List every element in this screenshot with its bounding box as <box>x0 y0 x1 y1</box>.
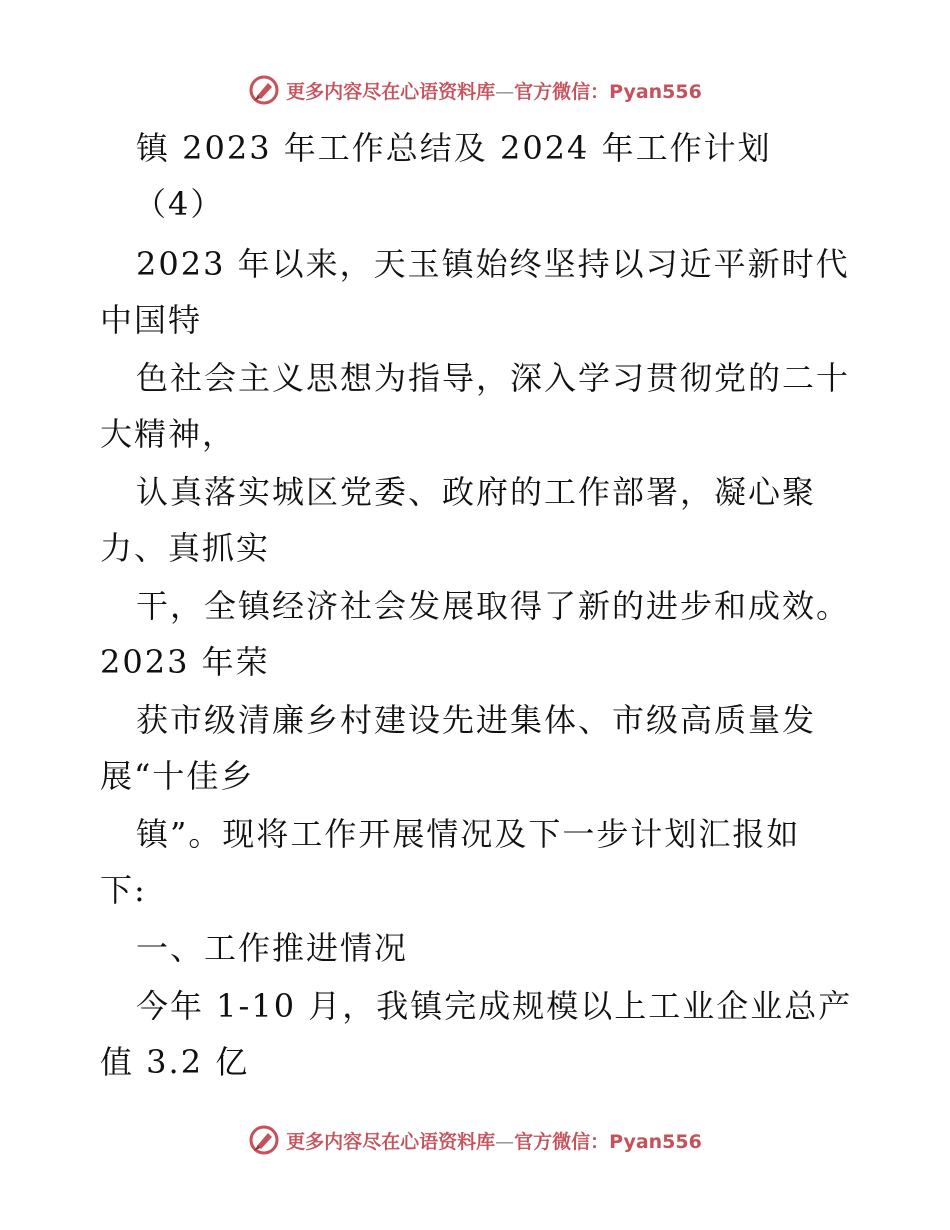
paragraph-line: 力、真抓实 <box>100 529 271 567</box>
watermark-contact-id: Pyan556 <box>609 1130 702 1153</box>
watermark-contact-id: Pyan556 <box>609 80 702 103</box>
paragraph-line: 中国特 <box>100 301 203 339</box>
paragraph-line: 下: <box>100 871 147 909</box>
paragraph-line: 认真落实城区党委、政府的工作部署，凝心聚 <box>136 473 817 511</box>
paragraph-line: 今年 1-10 月，我镇完成规模以上工业企业总产 <box>136 987 853 1025</box>
brand-logo-icon <box>248 74 280 106</box>
watermark-banner-top <box>0 70 950 110</box>
watermark-slogan: 更多内容尽在心语资料库 <box>286 80 496 103</box>
paragraph-line: 干，全镇经济社会发展取得了新的进步和成效。 <box>136 587 851 625</box>
brand-logo-icon <box>248 1124 280 1156</box>
watermark-contact-label: 官方微信： <box>514 80 610 103</box>
document-title: 镇 2023 年工作总结及 2024 年工作计划 <box>136 129 772 167</box>
paragraph-line: 展“十佳乡 <box>100 757 255 795</box>
watermark-text <box>286 77 702 104</box>
paragraph-line: 大精神， <box>100 415 237 453</box>
watermark-slogan: 更多内容尽在心语资料库 <box>286 1130 496 1153</box>
watermark-contact-label: 官方微信： <box>514 1130 610 1153</box>
paragraph-line: 色社会主义思想为指导，深入学习贯彻党的二十 <box>136 359 851 397</box>
watermark-banner-bottom <box>0 1120 950 1160</box>
watermark-separator: — <box>495 1130 515 1153</box>
watermark-separator: — <box>495 80 515 103</box>
watermark-text <box>286 1127 702 1154</box>
document-subtitle: （4） <box>134 185 225 223</box>
paragraph-line: 获市级清廉乡村建设先进集体、市级高质量发 <box>136 701 817 739</box>
paragraph-line: 2023 年以来，天玉镇始终坚持以习近平新时代 <box>136 245 850 283</box>
paragraph-line: 值 3.2 亿 <box>100 1043 250 1081</box>
section-heading: 一、工作推进情况 <box>136 929 409 967</box>
paragraph-line: 2023 年荣 <box>100 643 270 681</box>
paragraph-line: 镇”。现将工作开展情况及下一步计划汇报如 <box>136 815 801 853</box>
